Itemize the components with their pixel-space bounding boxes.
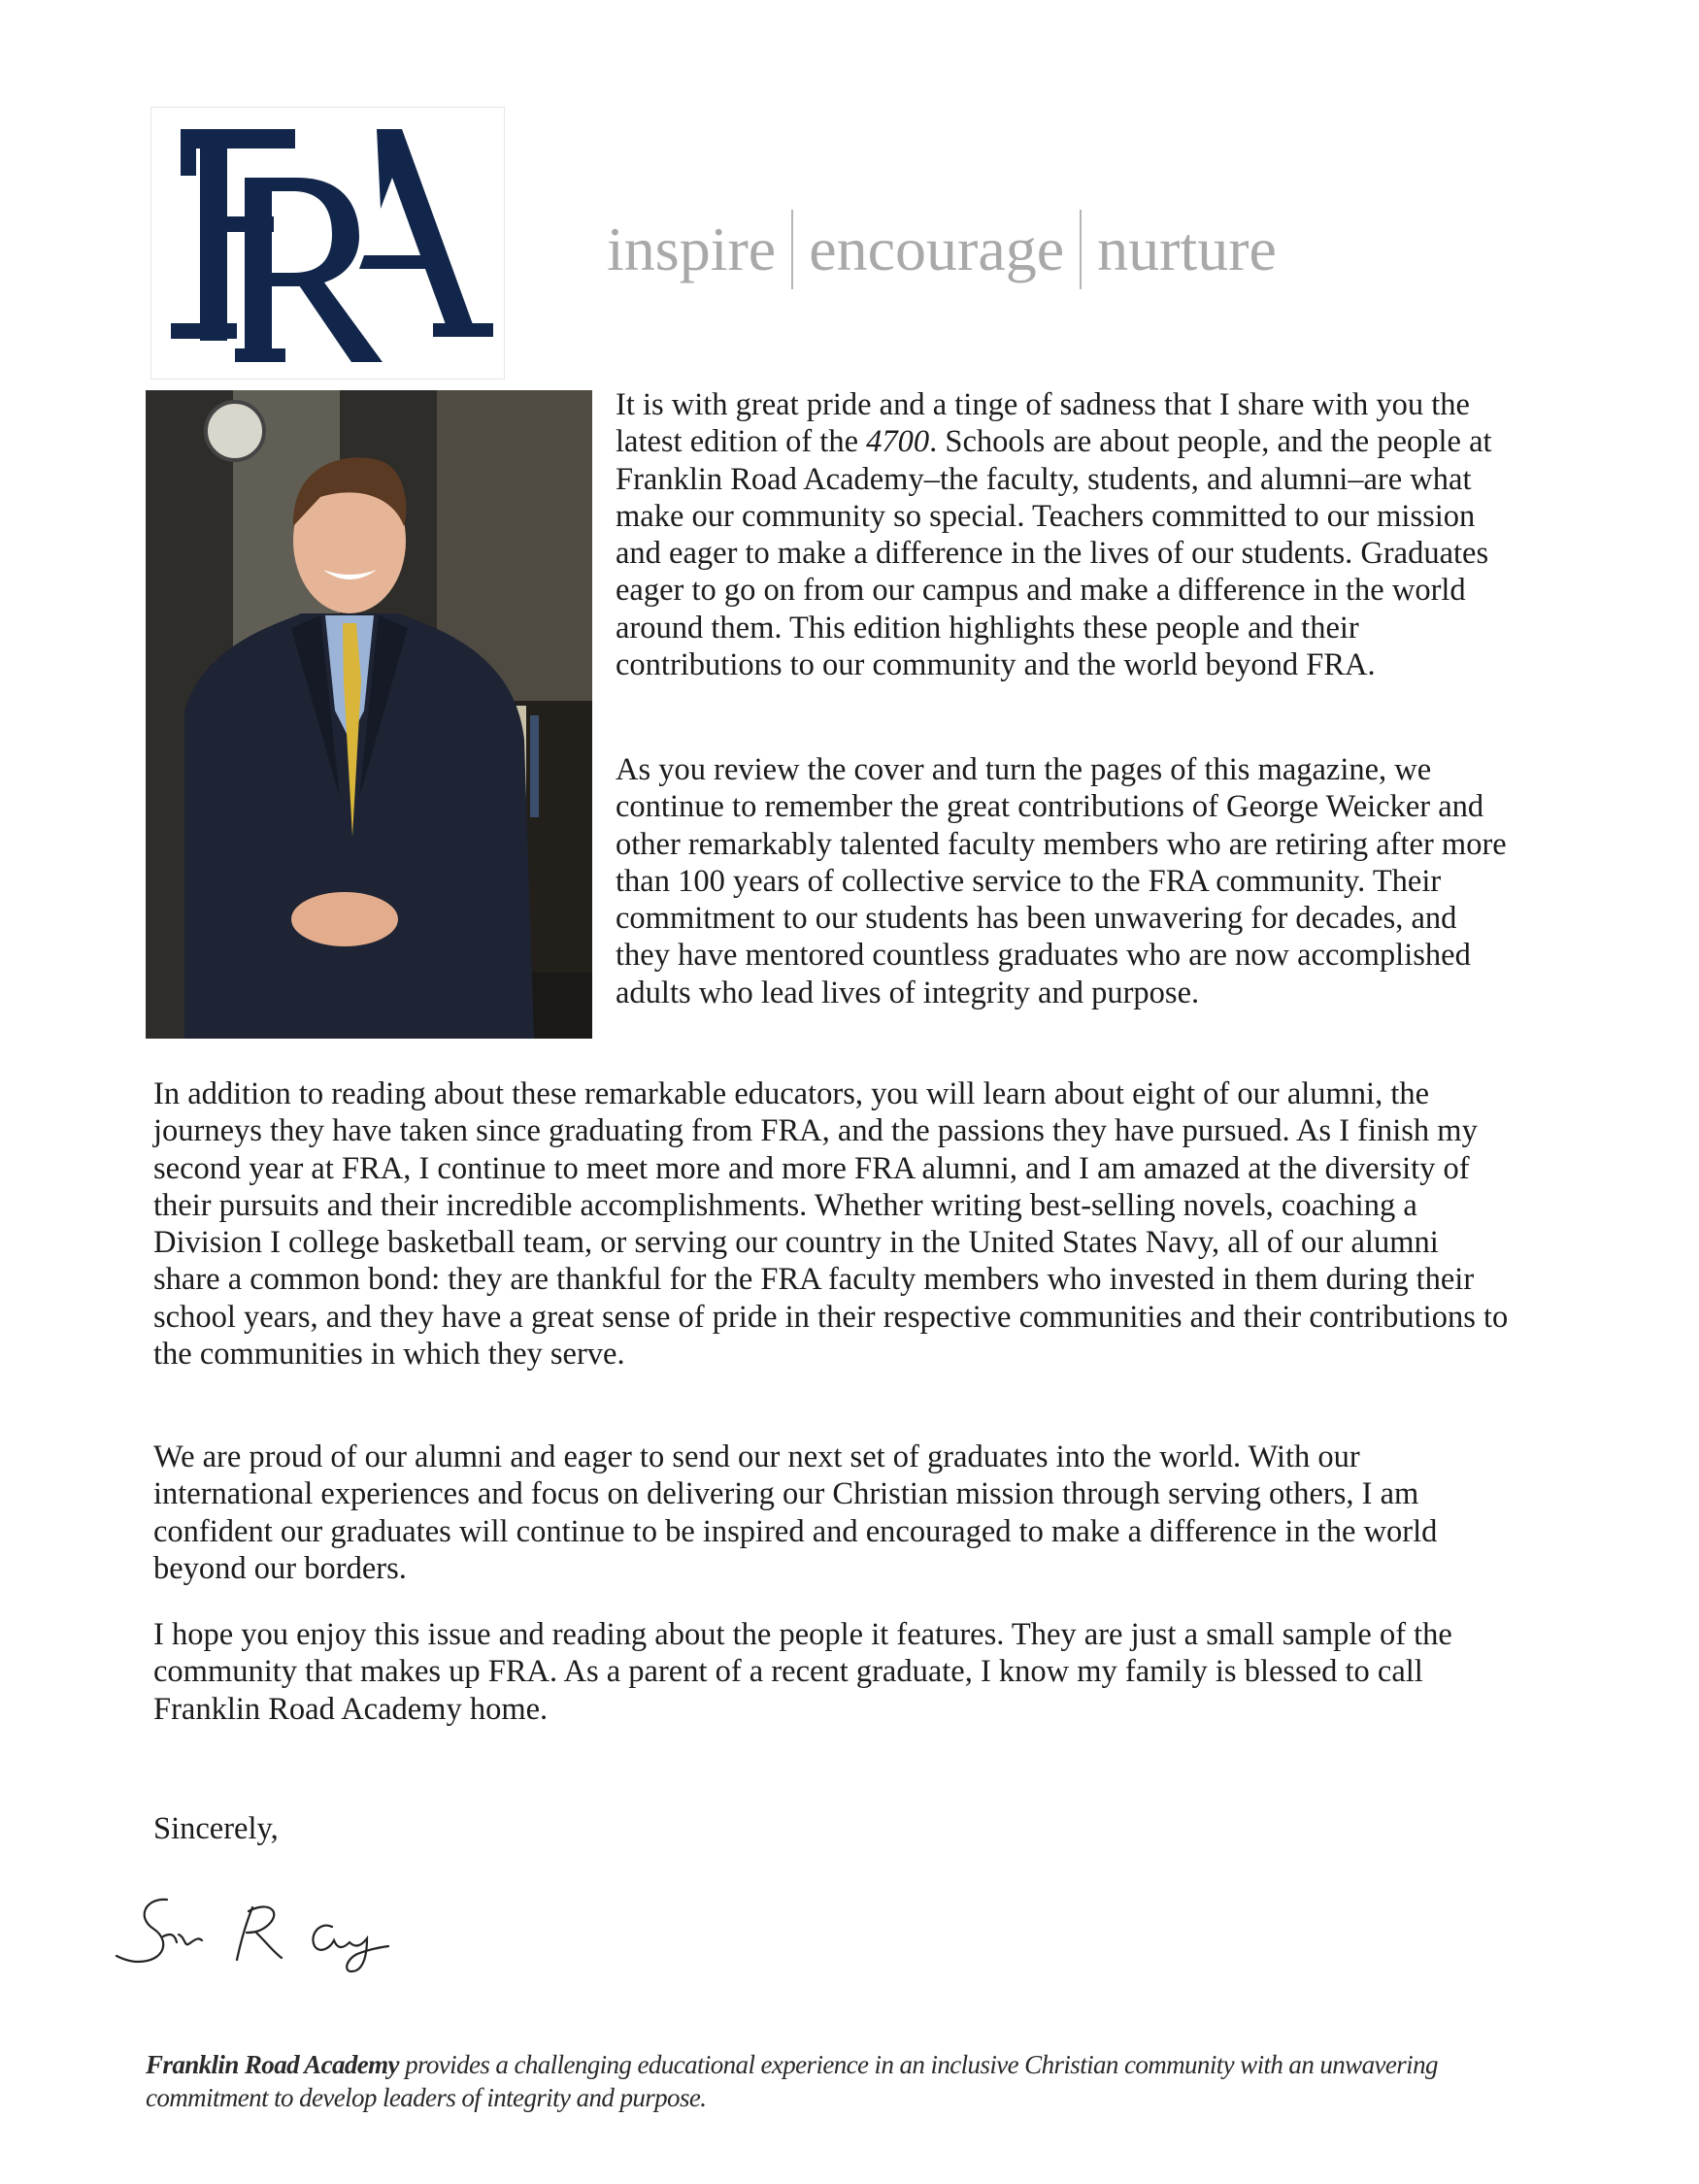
signature [107,1878,398,1975]
magazine-title: 4700 [866,424,930,460]
tagline-nurture: nurture [1097,215,1277,283]
closing-salutation: Sincerely, [153,1811,279,1846]
tagline-inspire: inspire [607,215,777,283]
letter-p4-text: We are proud of our alumni and eager to send our next set of graduates into the world. With our international experiences and focus on delivering our Christian mission through serving others, I am confident our graduates will continue to be inspired and encouraged to make a difference in the world beyond our borders. [153,1439,1438,1586]
letter-paragraph-4 [153,1439,1513,1587]
letter-p2-text: As you review the cover and turn the pages of this magazine, we continue to remember the great contributions of George Weicker and other remarkably talented faculty members who are retiring after more than 100 years of collective service to the FRA community. Their commitment to our students has been unwavering for decades, and they have mentored countless graduates who are now accomplished adults who lead lives of integrity and purpose. [616,752,1507,1010]
letter-paragraph-5 [153,1616,1513,1728]
letter-paragraph-1 [616,386,1514,683]
letter-p1-start: It is with great pride and a tinge of sadness that I share with you the latest edition of the [616,387,1470,460]
tagline-divider [1080,210,1082,289]
tagline [607,206,1277,293]
fra-logo [150,107,505,380]
letter-p1-end: . Schools are about people, and the people at Franklin Road Academy–the faculty, students, and alumni–are what make our community so special. Teachers committed to our mission and eager to make a difference in the lives of our students. Graduates eager to go on from our campus and make a difference in the world around them. This edition highlights these people and their contributions to our community and the world beyond FRA. [616,424,1492,683]
tagline-encourage: encourage [809,215,1065,283]
mission-statement [146,2048,1524,2114]
headmaster-portrait-image [146,390,592,1039]
tagline-divider [791,210,793,289]
mission-text: provides a challenging educational experience in an inclusive Christian community with an unwavering commitment to develop leaders of integrity and purpose. [146,2050,1438,2112]
letter-p5-text: I hope you enjoy this issue and reading about the people it features. They are just a small sample of the community that makes up FRA. As a parent of a recent graduate, I know my family is blessed to call Franklin Road Academy home. [153,1617,1452,1727]
fra-monogram [151,108,504,379]
mission-org-name: Franklin Road Academy [146,2050,399,2079]
headmaster-photo [146,390,592,1039]
letter-paragraph-3 [153,1075,1513,1373]
letter-paragraph-2 [616,751,1514,1011]
letter-p3-text: In addition to reading about these remarkable educators, you will learn about eight of our alumni, the journeys they have taken since graduating from FRA, and the passions they have pursued. As I finish my second year at FRA, I continue to meet more and more FRA alumni, and I am amazed at the diversity of their pursuits and their incredible accomplishments. Whether writing best-selling novels, coaching a Division I college basketball team, or serving our country in the United States Navy, all of our alumni share a common bond: they are thankful for the FRA faculty members who invested in them during their school years, and they have a great sense of pride in their respective communities and their contributions to the communities in which they serve. [153,1076,1509,1373]
